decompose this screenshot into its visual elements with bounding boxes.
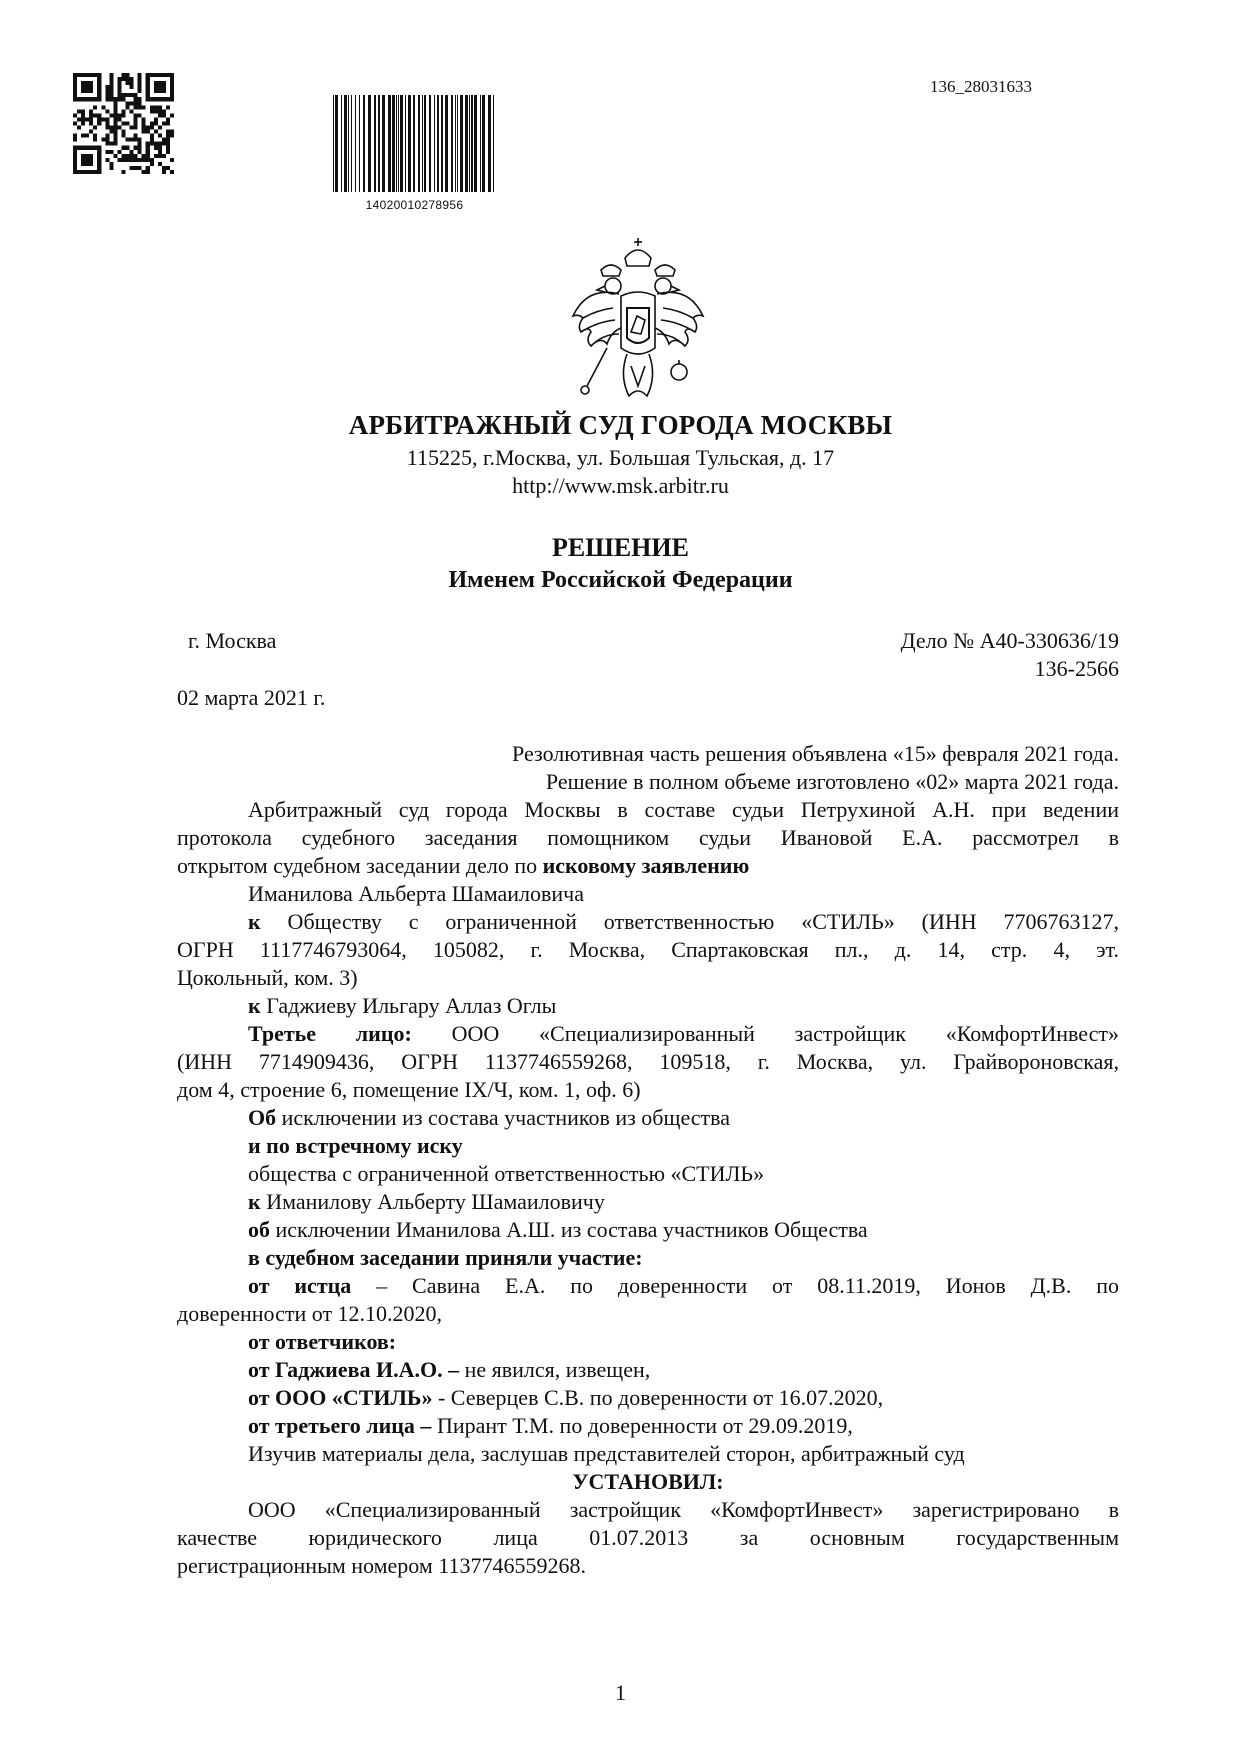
k-label: к [248,1189,261,1214]
third-party-line: (ИНН 7714909436, ОГРН 1137746559268, 109518, г. Москва, ул. Грайвороновская, [177,1049,1119,1074]
ob-label: Об [248,1105,277,1130]
label: от Гаджиева И.А.О. – [248,1357,460,1382]
case-number: Дело № А40-330636/19 [900,628,1119,653]
document-id: 136_28031633 [930,77,1032,96]
paragraph-line: Арбитражный суд города Москвы в составе судьи Петрухиной А.Н. при ведении [248,797,1119,822]
third-party-representative [177,1412,1119,1440]
counter-claimant: общества с ограниченной ответственностью «СТИЛЬ» [248,1161,765,1186]
paragraph-line [177,852,1119,880]
defendant-1-line [177,908,1119,936]
plaintiff-representative [177,1272,1119,1300]
qr-code [73,73,174,174]
ob-label: об [248,1217,270,1242]
label: от третьего лица – [248,1413,432,1438]
page-number: 1 [615,1680,626,1705]
text: Гаджиеву Ильгару Аллаз Оглы [260,993,557,1018]
plaintiff-name: Иманилова Альберта Шамаиловича [248,881,584,906]
label: от ООО «СТИЛЬ» [248,1385,433,1410]
coat-of-arms-emblem [567,236,709,402]
label: от истца [248,1273,352,1298]
court-name: АРБИТРАЖНЫЙ СУД ГОРОДА МОСКВЫ [348,410,893,440]
defendants-heading: от ответчиков: [248,1329,397,1354]
third-party-line: дом 4, строение 6, помещение IX/Ч, ком. 1, оф. 6) [177,1077,641,1102]
text: не явился, извещен, [459,1357,651,1382]
decision-subtitle: Именем Российской Федерации [448,567,793,593]
defendant-1-line: Цокольный, ком. 3) [177,965,358,990]
decision-body [177,740,1119,1580]
third-party-label: Третье лицо: [248,1021,412,1046]
established-line: ООО «Специализированный застройщик «КомфортИнвест» зарегистрировано в [248,1497,1119,1522]
plaintiff-representative: доверенности от 12.10.2020, [177,1301,443,1326]
claim-subject [177,1104,1119,1132]
established-line: качестве юридического лица 01.07.2013 за основным государственным [177,1525,1119,1550]
text: открытом судебном заседании дело по [177,853,543,878]
text: Иманилову Альберту Шамаиловичу [260,1189,605,1214]
defendant-2-representative [177,1384,1119,1412]
established-heading: УСТАНОВИЛ: [572,1469,724,1494]
defendant-2-line [177,992,1119,1020]
barcode-number: 14020010278956 [365,198,464,212]
text: ООО «Специализированный застройщик «КомфортИнвест» [411,1021,1119,1046]
decision-date: 02 марта 2021 г. [177,685,326,710]
claim-label: исковому заявлению [542,853,750,878]
paragraph-line: протокола судебного заседания помощником судьи Ивановой Е.А. рассмотрел в [177,825,1119,850]
text: Пирант Т.М. по доверенности от 29.09.2019, [431,1413,853,1438]
text: Обществу с ограниченной ответственностью «СТИЛЬ» (ИНН 7706763127, [260,909,1119,934]
full-decision-date: Решение в полном объеме изготовлено «02» марта 2021 года. [545,769,1119,794]
defendant-1-representative [177,1356,1119,1384]
established-line: регистрационным номером 1137746559268. [177,1553,586,1578]
k-label: к [248,909,261,934]
decision-title: РЕШЕНИЕ [552,533,689,562]
k-label: к [248,993,261,1018]
participants-heading: в судебном заседании приняли участие: [248,1245,643,1270]
defendant-1-line: ОГРН 1117746793064, 105082, г. Москва, Спартаковская пл., д. 14, стр. 4, эт. [177,937,1119,962]
operative-part-date: Резолютивная часть решения объявлена «15» февраля 2021 года. [512,741,1119,766]
court-url[interactable]: http://www.msk.arbitr.ru [512,473,729,498]
text: - Северцев С.В. по доверенности от 16.07.2020, [432,1385,884,1410]
text: исключении Иманилова А.Ш. из состава участников Общества [270,1217,868,1242]
case-code: 136-2566 [1034,656,1119,681]
text: исключении из состава участников из общества [276,1105,730,1130]
court-address: 115225, г.Москва, ул. Большая Тульская, д. 17 [406,445,835,470]
counter-claim-label: и по встречному иску [248,1133,463,1158]
text: – Савина Е.А. по доверенности от 08.11.2019, Ионов Д.В. по [351,1273,1119,1298]
third-party-line [177,1020,1119,1048]
counter-defendant [177,1188,1119,1216]
city: г. Москва [188,628,277,653]
counter-claim-subject [177,1216,1119,1244]
barcode [331,95,498,192]
studied-line: Изучив материалы дела, заслушав представителей сторон, арбитражный суд [248,1441,965,1466]
